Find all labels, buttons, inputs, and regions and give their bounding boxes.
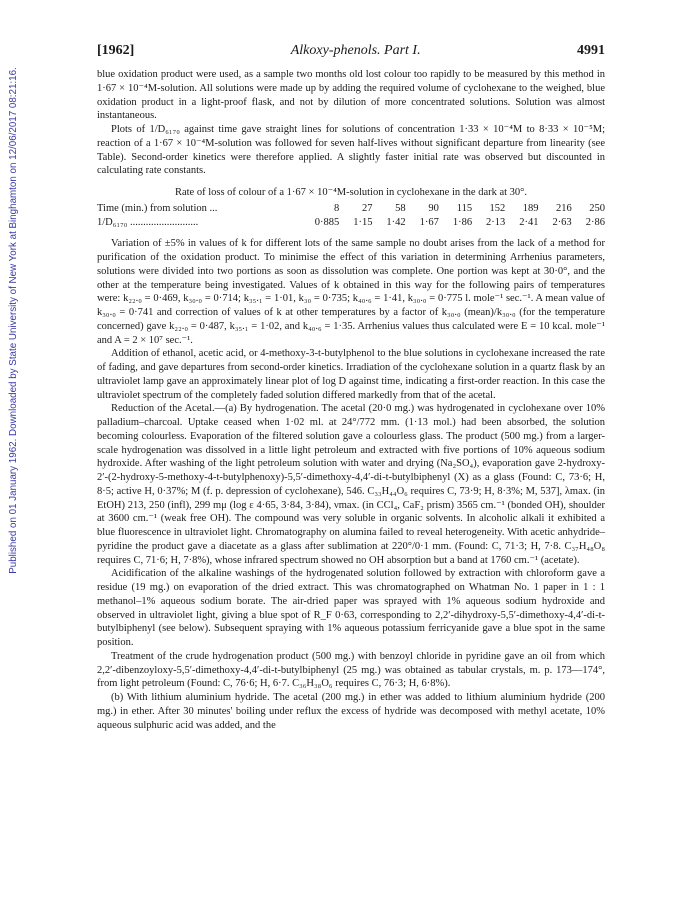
download-notice [2,40,24,600]
rate-table [97,202,605,230]
paragraph-plots: Plots of 1/D₆₁₇₀ against time gave straight lines for solutions of concentration 1·33 × 10⁻⁴M to 8·33 × 10⁻⁵M; reaction of a 1·67 × 10⁻⁴M-solution was followed for seven half-lives without significant departure from linearity (see Table). Second-order kinetics were therefore applied. A slightly faster initial rate was observed but discounted in calculating rate constants. [97,124,605,177]
table-cell: 0·885 [314,216,340,228]
table-cell: 115 [456,202,473,214]
table-row-time [97,202,605,216]
running-title: Alkoxy-phenols. Part I. [290,43,421,58]
paragraph-addition: Addition of ethanol, acetic acid, or 4-methoxy-3-t-butylphenol to the blue solutions in cyclohexane increased the rate of fading, and gave departures from second-order kinetics. Irradiation of the cyclohexane solution in a quartz flask by an ultraviolet lamp gave an approximately linear plot of log D against time, indicating a first-order reaction. In this case the ultraviolet spectrum of the completely faded solution differed markedly from that of the acetal. [97,348,605,401]
page-number: 4991 [577,43,605,58]
table-cell: 2·13 [486,216,506,228]
page-header [97,42,605,60]
table-cell: 250 [589,202,605,214]
download-notice-text: Published on 01 January 1962. Downloaded by State University of New York at Binghamton on 12/06/2017 08:21:16. [7,66,19,574]
table-caption: Rate of loss of colour of a 1·67 × 10⁻⁴M-solution in cyclohexane in the dark at 30°. [174,187,528,198]
header-year: [1962] [97,43,135,58]
paragraph-lithium-hydride: (b) With lithium aluminium hydride. The acetal (200 mg.) in ether was added to lithium aluminium hydride (200 mg.) in ether. After 30 minutes' boiling under reflux the excess of hydride was decomposed with methyl acetate, 10% aqueous sulphuric acid was added, and the [97,692,605,731]
table-cell: 1·86 [452,216,473,228]
paragraph-benzoyl: Treatment of the crude hydrogenation product (500 mg.) with benzoyl chloride in pyridine gave an oil from which 2,2′-dibenzoyloxy-5,5′-dimethoxy-4,4′-di-t-butylbiphenyl (25 mg.) was obtained as tabular crystals, m. p. 173—174°, from light petroleum (Found: C, 76·6; H, 6·7. C₃₆H₃₈O₆ requires C, 76·3; H, 6·8%). [97,650,605,690]
table-cell: 216 [555,202,572,214]
table-cell: 1·15 [353,216,373,228]
table-cell: 27 [361,202,373,214]
table-cell: 1·67 [419,216,439,228]
paragraph-continued: blue oxidation product were used, as a sample two months old lost colour too rapidly to be measured by this method in 1·67 × 10⁻⁴M-solution. All solutions were made up by adding the required volume of cyclohexane to the weighed, blue oxidation product in a light-proof flask, and not by dilution of more concentrated solutions. Solution was almost instantaneous. [97,69,605,122]
table-cell: 8 [334,202,340,214]
table-cell: 90 [428,202,439,214]
table-cell: 2·41 [519,216,539,228]
table-cell: 2·63 [552,216,572,228]
table-row-density [97,216,605,230]
paper-page [97,42,605,732]
paragraph-acidification: Acidification of the alkaline washings of the hydrogenated solution followed by extraction with chloroform gave a residue (19 mg.) on evaporation of the dried extract. This was chromatographed on Whatman No. 1 paper in 1 : 1 methanol–1% aqueous sodium borate. The air-dried paper was sprayed with 1% aqueous sodium hydroxide and observed in ultraviolet light, giving a blue spot of R_F 0·63, corresponding to 2,2′-dihydroxy-5,5′-dimethoxy-4,4′-di-t-butylbiphenyl (see below). Subsequent spraying with 1% aqueous potassium ferricyanide gave a blue spot in the same position. [97,568,605,648]
paragraph-variation: Variation of ±5% in values of k for different lots of the same sample no doubt arises from the lack of a method for purification of the oxidation product. To minimise the effect of this variation in determining Arrhenius parameters, solutions were divided into two portions as soon as dissolution was complete. One portion was kept at 30·0°, and the other at the temperature being investigated. Values of k obtained in this way for the following pairs of temperatures were: k₂₂.₀ = 0·469, k₃₀.₀ = 0·714; k₃₅.₁ = 1·01, k₃₀ = 0·735; k₄₀.₆ = 1·41, k₃₀.₀ = 0·775 l. mole⁻¹ sec.⁻¹. A mean value of k₃₀.₀ = 0·741 and correction of values of k at other temperatures by a factor of k₃₀.₀ (mean)/k₃₀.₀ (for the temperature concerned) gave k₂₂.₀ = 0·487, k₃₅.₁ = 1·02, and k₄₀.₆ = 1·35. Arrhenius values thus calculated were E = 10 kcal. mole⁻¹ and A = 2 × 10⁷ sec.⁻¹. [97,238,605,346]
table-cell: 2·86 [585,216,605,228]
table-cell: 189 [522,202,539,214]
paragraph-reduction-hydrogenation: Reduction of the Acetal.—(a) By hydrogenation. The acetal (20·0 mg.) was hydrogenated in cyclohexane over 10% palladium–charcoal. Uptake ceased when 1·02 ml. at 24°/772 mm. (1·13 mol.) had been absorbed, the solution becoming colourless. Evaporation of the filtered solution gave a colourless glass. The product (500 mg.) from a larger-scale hydrogenation was dissolved in a little light petroleum and extracted with five portions of 10% aqueous sodium hydroxide. After washing of the light petroleum solution with water and drying (Na₂SO₄), evaporation gave 2-hydroxy-2′-(2-hydroxy-5-methoxy-4-t-butylphenoxy)-5,5′-dimethoxy-4,4′-di-t-butylbiphenyl (X) as a glass (Found: C, 73·6; H, 8·5; active H, 0·37%; M (f. p. depression of cyclohexane), 546. C₃₃H₄₄O₆ requires C, 73·9; H, 8·3%; M, 537], λmax. (in EtOH) 213, 250 (infl), 299 mμ (log ε 4·65, 3·84, 3·84), νmax. (in CCl₄, CaF₂ prism) 3565 cm.⁻¹ (bonded OH), shoulder at 3600 cm.⁻¹ (weak free OH). The compound was very soluble in organic solvents. In alcoholic alkali it exhibited a blue fluorescence in ultraviolet light. Chromatography on alumina failed to reveal heterogeneity. With acetic anhydride–pyridine the product gave a diacetate as a glass after sublimation at 220°/0·1 mm. (Found: C, 71·3; H, 7·8. C₃₇H₄₈O₈ requires C, 71·6; H, 7·8%), whose infrared spectrum showed no OH absorption but a band at 1760 cm.⁻¹ (acetate). [97,403,605,566]
table-cell: 58 [395,202,406,214]
table-cell: 152 [489,202,506,214]
row-label-time: Time (min.) from solution ... [97,202,218,214]
table-cell: 1·42 [386,216,406,228]
row-label-density: 1/D₆₁₇₀ .......................... [97,216,199,228]
